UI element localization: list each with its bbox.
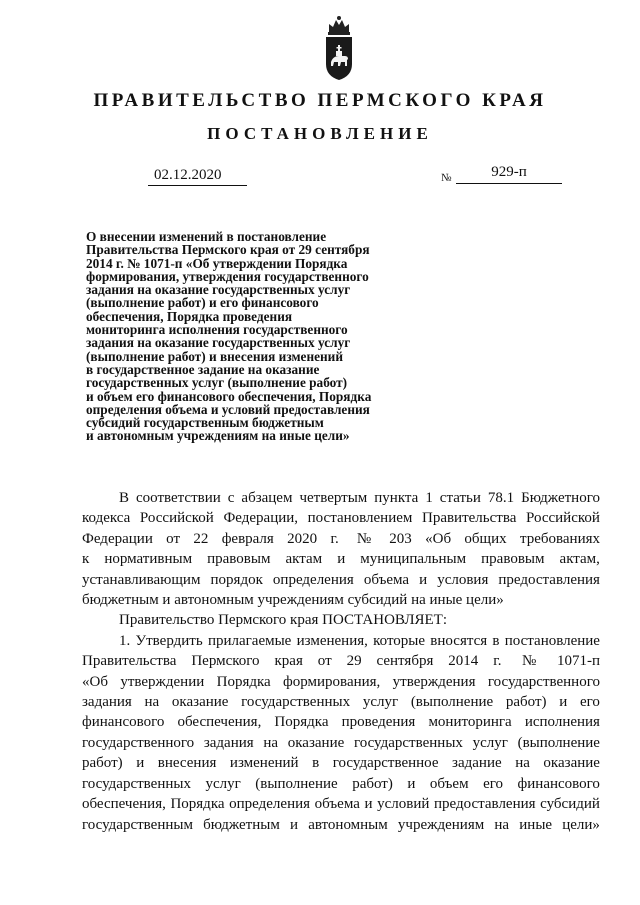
- paragraph-line: финансового обеспечения, Порядка проведения мониторинга исполнения: [82, 714, 600, 731]
- paragraph-line: кодекса Российской Федерации, постановлением Правительства Российской: [82, 510, 600, 527]
- subject-line: определения объема и условий предоставления: [86, 401, 370, 417]
- paragraph-line: обеспечения, Порядка определения объема и условий предоставления субсидий: [82, 796, 600, 813]
- paragraph-line: государственным бюджетным и автономным учреждениям на иные цели»: [82, 816, 600, 833]
- subject-line: субсидий государственным бюджетным: [86, 415, 324, 431]
- paragraph-line: В соответствии с абзацем четвертым пункта 1 статьи 78.1 Бюджетного: [119, 490, 600, 506]
- document-type: ПОСТАНОВЛЕНИЕ: [207, 124, 433, 143]
- subject-line: формирования, утверждения государственного: [86, 268, 369, 284]
- subject-line: и автономным учреждениям на иные цели»: [86, 428, 350, 444]
- number-label: №: [441, 172, 452, 184]
- paragraph-line: к нормативным правовым актам и муниципальным правовым актам,: [82, 551, 600, 568]
- document-number: 929-п: [456, 164, 562, 184]
- subject-line: государственных услуг (выполнение работ): [86, 375, 348, 391]
- paragraph-line: работ) и внесения изменений в государственное задание на оказание: [82, 755, 600, 772]
- paragraph-line: государственных услуг (выполнение работ) и объем его финансового: [82, 775, 600, 792]
- subject-line: в государственное задание на оказание: [86, 361, 320, 377]
- paragraph-line: государственного задания на оказание государственных услуг (выполнение: [82, 734, 600, 751]
- subject-line: Правительства Пермского края от 29 сентября: [86, 242, 370, 258]
- subject-line: задания на оказание государственных услуг: [86, 335, 351, 351]
- document-body: [82, 488, 600, 835]
- subject-line: задания на оказание государственных услуг: [86, 282, 351, 298]
- paragraph-line: бюджетным и автономным учреждениям субсидий на иные цели»: [82, 592, 504, 609]
- subject-line: (выполнение работ) и внесения изменений: [86, 348, 343, 364]
- paragraph-line: 1. Утвердить прилагаемые изменения, которые вносятся в постановление: [119, 632, 600, 649]
- subject-line: мониторинга исполнения государственного: [86, 322, 348, 338]
- paragraph-line: устанавливающим порядок определения объема и условия предоставления: [82, 571, 600, 588]
- document-subject: [86, 230, 426, 443]
- government-title: ПРАВИТЕЛЬСТВО ПЕРМСКОГО КРАЯ: [93, 90, 547, 111]
- subject-line: и объем его финансового обеспечения, Порядка: [86, 388, 372, 404]
- document-date: 02.12.2020: [148, 167, 247, 186]
- subject-line: 2014 г. № 1071-п «Об утверждении Порядка: [86, 255, 348, 271]
- subject-line: (выполнение работ) и его финансового: [86, 295, 319, 311]
- paragraph-line: «Об утверждении Порядка формирования, утверждения государственного: [82, 673, 600, 690]
- resolution-line: Правительство Пермского края ПОСТАНОВЛЯЕТ:: [119, 612, 448, 629]
- paragraph-line: Федерации от 22 февраля 2020 г. № 203 «Об общих требованиях: [82, 530, 600, 547]
- subject-line: обеспечения, Порядка проведения: [86, 308, 293, 324]
- paragraph-line: задания на оказание государственных услуг (выполнение работ) и его: [82, 694, 600, 711]
- subject-line: О внесении изменений в постановление: [86, 229, 327, 244]
- coat-of-arms-icon: [321, 12, 357, 82]
- paragraph-line: Правительства Пермского края от 29 сентября 2014 г. № 1071-п: [82, 653, 600, 670]
